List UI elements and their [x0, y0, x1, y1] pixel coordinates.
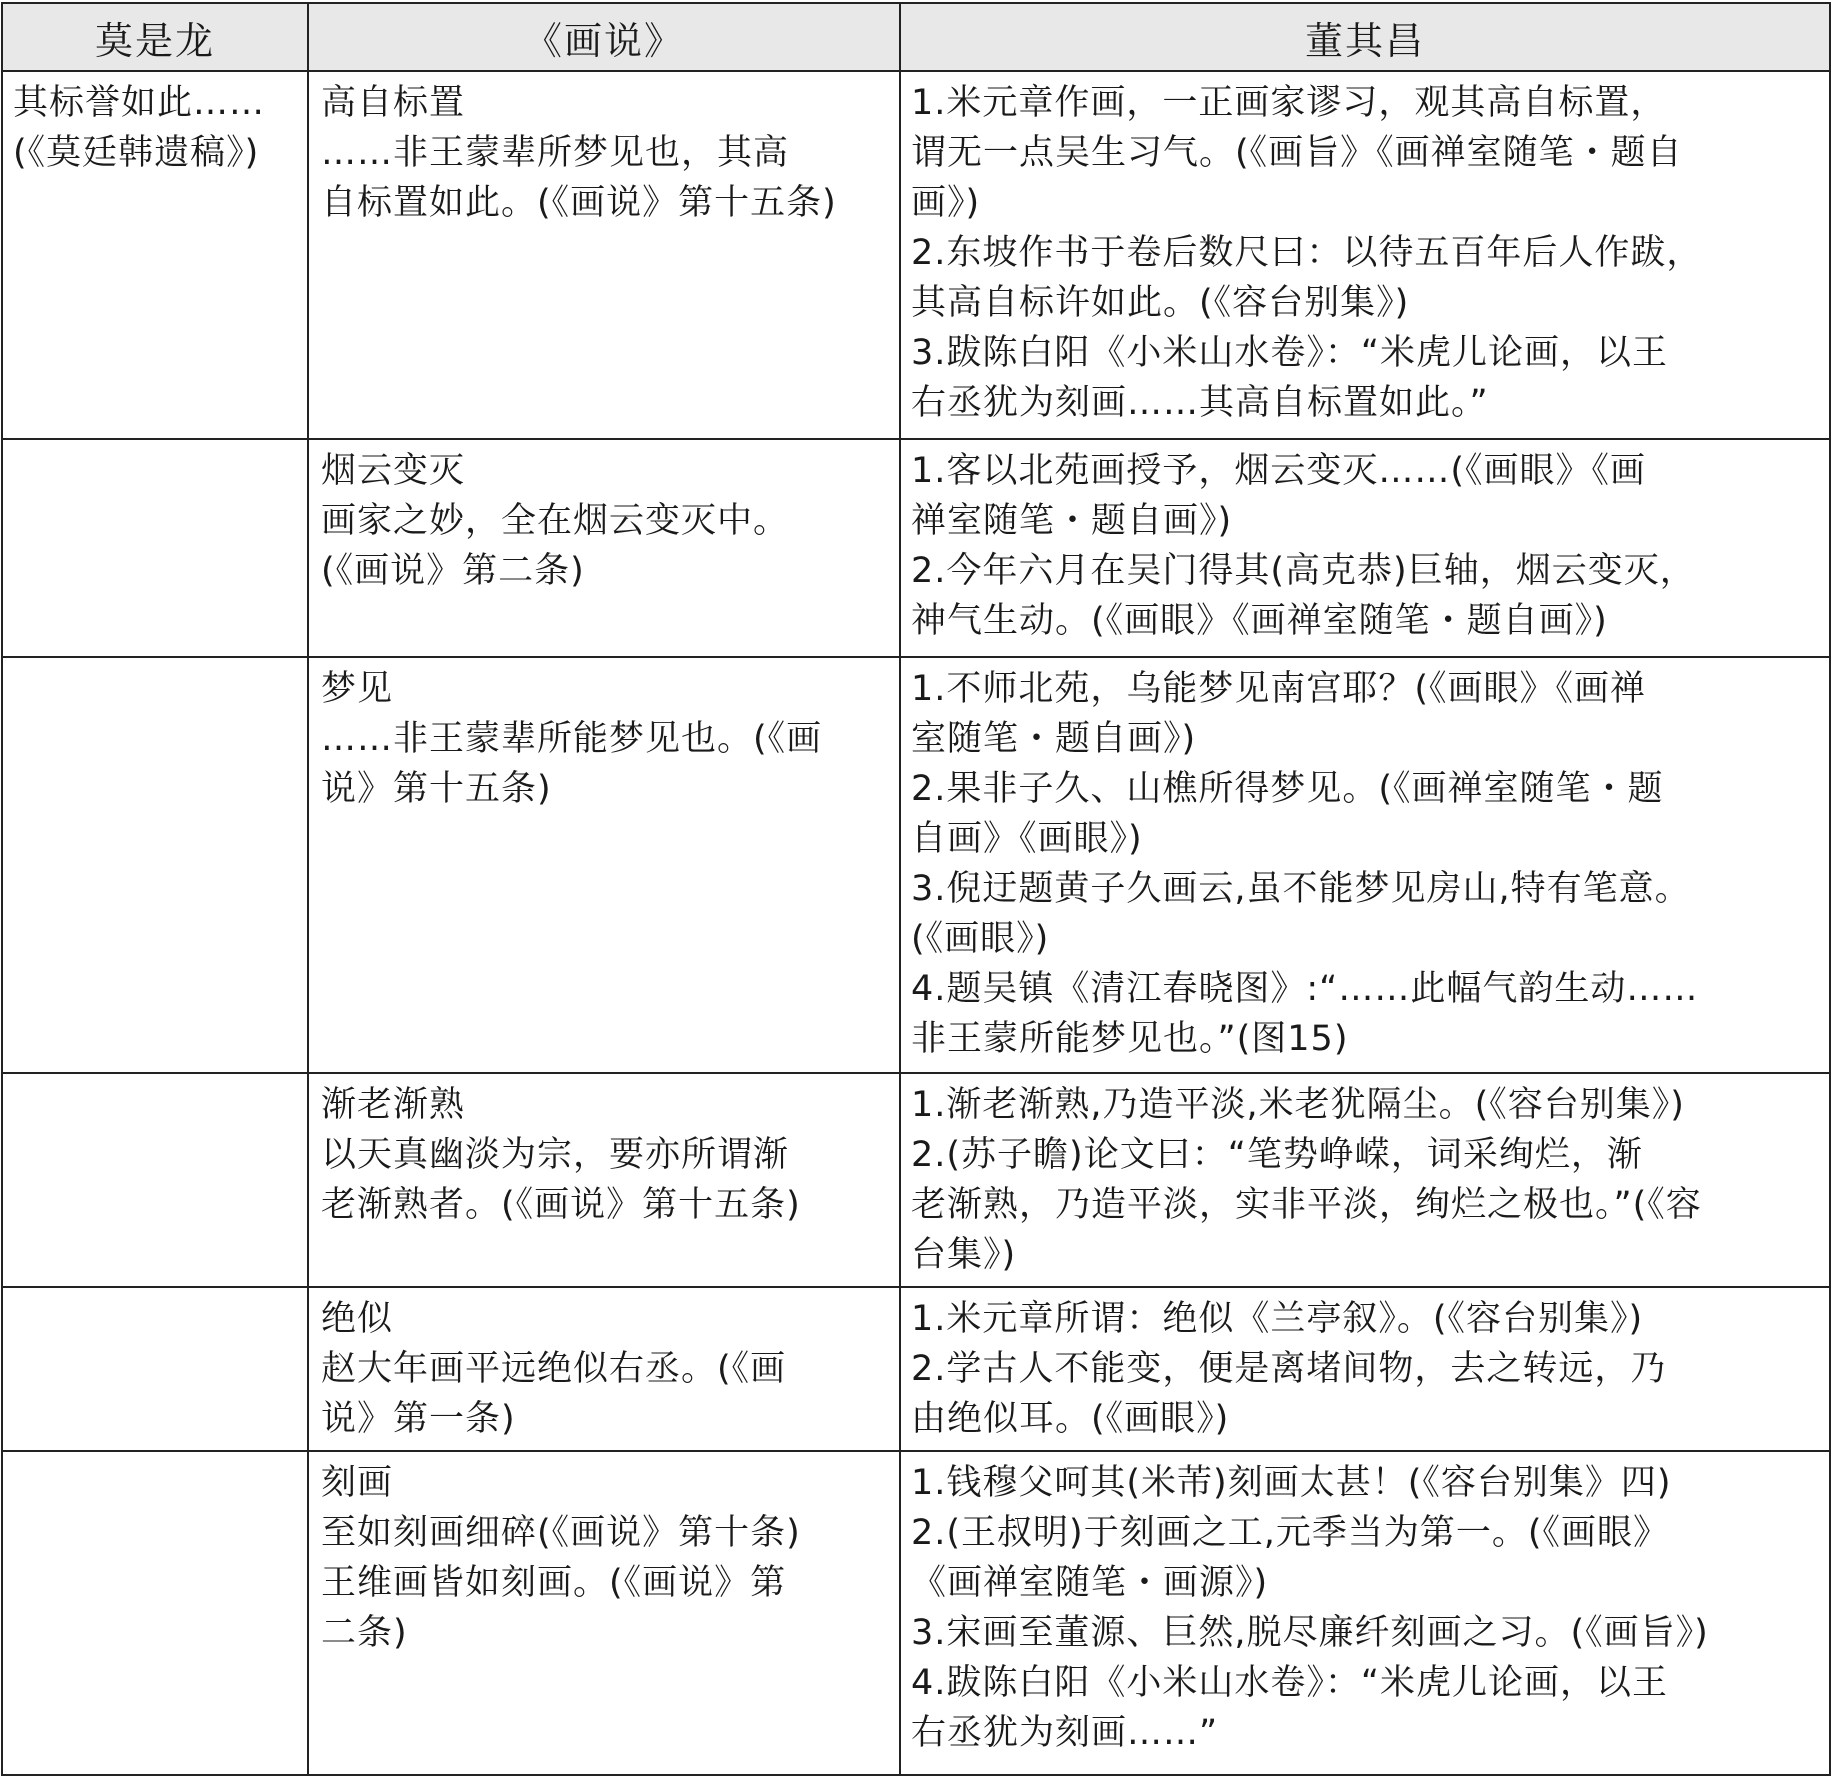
table-header-row [2, 3, 1830, 71]
dong-text-line: 3.跋陈白阳《小米山水卷》：“米虎儿论画，以王 [911, 333, 1669, 373]
dong-cell [900, 439, 1830, 657]
huashuo-cell [308, 439, 900, 657]
mo-text-line: 其标誉如此…… [13, 83, 266, 123]
term-heading: 渐老渐熟 [321, 1085, 466, 1125]
huashuo-text-line: 自标置如此。(《画说》第十五条) [321, 183, 837, 223]
table-row [2, 1451, 1830, 1775]
table-row [2, 1287, 1830, 1451]
huashuo-text-line: 画家之妙，全在烟云变灭中。 [321, 501, 790, 541]
dong-text-line: 1.不师北苑，乌能梦见南宫耶？(《画眼》《画禅 [911, 669, 1647, 709]
term-heading: 绝似 [321, 1299, 394, 1339]
header-huashuo: 《画说》 [308, 3, 900, 71]
dong-text-line: 《画禅室随笔・画源》) [911, 1563, 1269, 1603]
table-row [2, 439, 1830, 657]
dong-cell [900, 71, 1830, 439]
dong-text-line: 非王蒙所能梦见也。”(图15) [911, 1019, 1349, 1059]
dong-text-line: (《画眼》) [911, 919, 1050, 959]
dong-text-line: 4.题吴镇《清江春晓图》:“……此幅气韵生动…… [911, 969, 1699, 1009]
mo-cell [2, 439, 308, 657]
dong-text-line: 1.客以北苑画授予，烟云变灭……(《画眼》《画 [911, 451, 1647, 491]
dong-text-line: 右丞犹为刻画……其高自标置如此。” [911, 383, 1489, 423]
mo-cell [2, 1287, 308, 1451]
dong-text-line: 画》) [911, 183, 981, 223]
dong-text-line: 1.米元章作画，一正画家谬习，观其高自标置， [911, 83, 1667, 123]
term-heading: 刻画 [321, 1463, 394, 1503]
huashuo-cell [308, 1287, 900, 1451]
huashuo-text-line: (《画说》第二条) [321, 551, 585, 591]
term-heading: 高自标置 [321, 83, 466, 123]
mo-cell [2, 1451, 308, 1775]
dong-text-line: 由绝似耳。(《画眼》) [911, 1399, 1230, 1439]
header-mo-shilong: 莫是龙 [2, 3, 308, 71]
huashuo-text-line: ……非王蒙辈所能梦见也。(《画 [321, 719, 823, 759]
huashuo-text-line: 赵大年画平远绝似右丞。(《画 [321, 1349, 787, 1389]
huashuo-text-line: 二条) [321, 1613, 408, 1653]
dong-text-line: 台集》) [911, 1235, 1017, 1275]
huashuo-text-line: 说》第十五条) [321, 769, 552, 809]
dong-text-line: 3.宋画至董源、巨然,脱尽廉纤刻画之习。(《画旨》) [911, 1613, 1709, 1653]
huashuo-text-line: 说》第一条) [321, 1399, 516, 1439]
huashuo-cell [308, 71, 900, 439]
dong-text-line: 右丞犹为刻画……” [911, 1713, 1219, 1753]
huashuo-text-line: 以天真幽淡为宗，要亦所谓渐 [321, 1135, 790, 1175]
huashuo-text-line: ……非王蒙辈所梦见也，其高 [321, 133, 790, 173]
term-heading: 烟云变灭 [321, 451, 466, 491]
term-heading: 梦见 [321, 669, 394, 709]
table-row [2, 71, 1830, 439]
table-row [2, 1073, 1830, 1287]
dong-text-line: 禅室随笔・题自画》) [911, 501, 1233, 541]
dong-text-line: 2.学古人不能变，便是离堵间物，去之转远，乃 [911, 1349, 1667, 1389]
dong-text-line: 1.米元章所谓：绝似《兰亭叙》。(《容台别集》) [911, 1299, 1644, 1339]
huashuo-cell [308, 1451, 900, 1775]
table-row [2, 657, 1830, 1073]
dong-text-line: 2.果非子久、山樵所得梦见。(《画禅室随笔・题 [911, 769, 1664, 809]
dong-cell [900, 1287, 1830, 1451]
header-dong-qichang: 董其昌 [900, 3, 1830, 71]
comparison-table [1, 2, 1831, 1776]
dong-cell [900, 1073, 1830, 1287]
huashuo-text-line: 王维画皆如刻画。(《画说》第 [321, 1563, 787, 1603]
dong-text-line: 自画》《画眼》) [911, 819, 1143, 859]
dong-text-line: 3.倪迂题黄子久画云,虽不能梦见房山,特有笔意。 [911, 869, 1691, 909]
mo-cell [2, 71, 308, 439]
dong-text-line: 2.今年六月在吴门得其(高克恭)巨轴，烟云变灭， [911, 551, 1696, 591]
dong-text-line: 1.渐老渐熟,乃造平淡,米老犹隔尘。(《容台别集》) [911, 1085, 1685, 1125]
dong-cell [900, 1451, 1830, 1775]
mo-cell [2, 1073, 308, 1287]
dong-text-line: 谓无一点吴生习气。(《画旨》《画禅室随笔・题自 [911, 133, 1683, 173]
mo-cell [2, 657, 308, 1073]
dong-text-line: 神气生动。(《画眼》《画禅室随笔・题自画》) [911, 601, 1608, 641]
dong-text-line: 1.钱穆父呵其(米芾)刻画太甚！(《容台别集》四) [911, 1463, 1672, 1503]
dong-text-line: 2.东坡作书于卷后数尺曰：以待五百年后人作跋， [911, 233, 1703, 273]
dong-text-line: 老渐熟，乃造平淡，实非平淡，绚烂之极也。”(《容 [911, 1185, 1702, 1225]
huashuo-cell [308, 1073, 900, 1287]
dong-text-line: 4.跋陈白阳《小米山水卷》：“米虎儿论画，以王 [911, 1663, 1669, 1703]
huashuo-text-line: 老渐熟者。(《画说》第十五条) [321, 1185, 801, 1225]
mo-text-line: (《莫廷韩遗稿》) [13, 133, 260, 173]
dong-text-line: 其高自标许如此。(《容台别集》) [911, 283, 1410, 323]
dong-text-line: 室随笔・题自画》) [911, 719, 1197, 759]
dong-text-line: 2.(苏子瞻)论文曰：“笔势峥嵘，词采绚烂，渐 [911, 1135, 1643, 1175]
dong-cell [900, 657, 1830, 1073]
dong-text-line: 2.(王叔明)于刻画之工,元季当为第一。(《画眼》 [911, 1513, 1669, 1553]
huashuo-text-line: 至如刻画细碎(《画说》第十条) [321, 1513, 801, 1553]
huashuo-cell [308, 657, 900, 1073]
